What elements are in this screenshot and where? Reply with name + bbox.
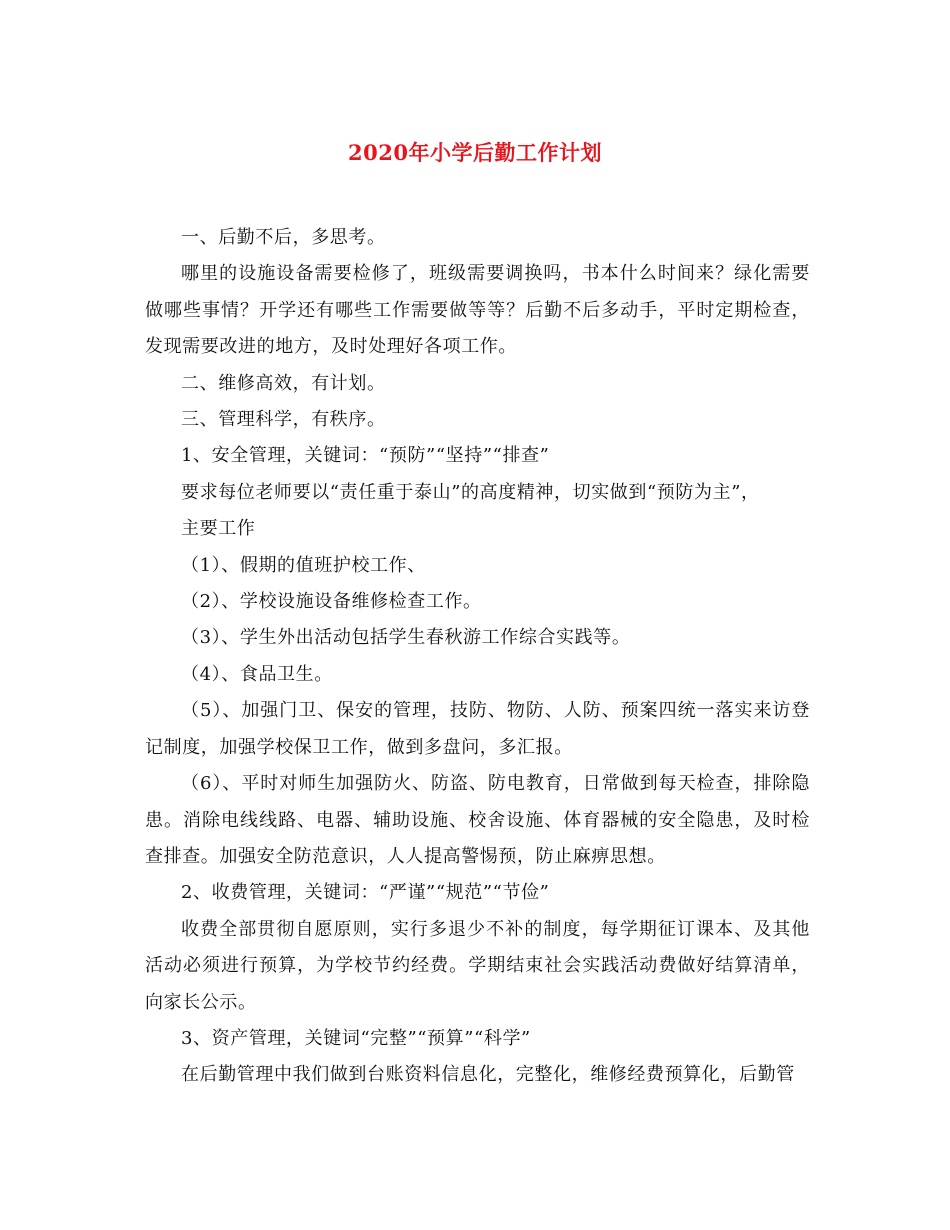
paragraph: 收费全部贯彻自愿原则，实行多退少不补的制度，每学期征订课本、及其他活动必须进行预算，为学校节约经费。学期结束社会实践活动费做好结算清单，向家长公示。 [145, 918, 810, 1013]
paragraph: （5）、加强门卫、保安的管理，技防、物防、人防、预案四统一落实来访登记制度，加强学校保卫工作，做到多盘问，多汇报。 [145, 700, 810, 758]
paragraph: 二、维修高效，有计划。 [181, 372, 386, 394]
paragraph: （1）、假期的值班护校工作、 [181, 554, 426, 576]
paragraph: 1、安全管理，关键词：“预防”“坚持”“排查” [181, 445, 550, 467]
document-body [145, 220, 810, 1094]
paragraph: 哪里的设施设备需要检修了，班级需要调换吗，书本什么时间来？绿化需要做哪些事情？开学还有哪些工作需要做等等？后勤不后多动手，平时定期检查，发现需要改进的地方，及时处理好各项工作。 [145, 263, 810, 358]
paragraph: 一、后勤不后，多思考。 [181, 227, 386, 248]
paragraph: 要求每位老师要以“责任重于泰山”的高度精神，切实做到“预防为主”， [181, 481, 760, 503]
paragraph: （4）、食品卫生。 [181, 663, 333, 685]
paragraph: 2、收费管理，关键词：“严谨”“规范”“节俭” [181, 882, 550, 904]
paragraph: （2）、学校设施设备维修检查工作。 [181, 591, 482, 613]
paragraph: 在后勤管理中我们做到台账资料信息化，完整化，维修经费预算化，后勤管 [181, 1064, 795, 1086]
paragraph: （3）、学生外出活动包括学生春秋游工作综合实践等。 [181, 627, 631, 649]
paragraph: 三、管理科学，有秩序。 [181, 409, 386, 431]
paragraph: 3、资产管理，关键词“完整”“预算”“科学” [181, 1027, 531, 1049]
document-title: 2020年小学后勤工作计划 [348, 140, 602, 165]
paragraph: 主要工作 [181, 518, 256, 540]
paragraph: （6）、平时对师生加强防火、防盗、防电教育，日常做到每天检查，排除隐患。消除电线线路、电器、辅助设施、校舍设施、体育器械的安全隐患，及时检查排查。加强安全防范意识，人人提高警惕预，防止麻痹思想。 [145, 773, 810, 867]
